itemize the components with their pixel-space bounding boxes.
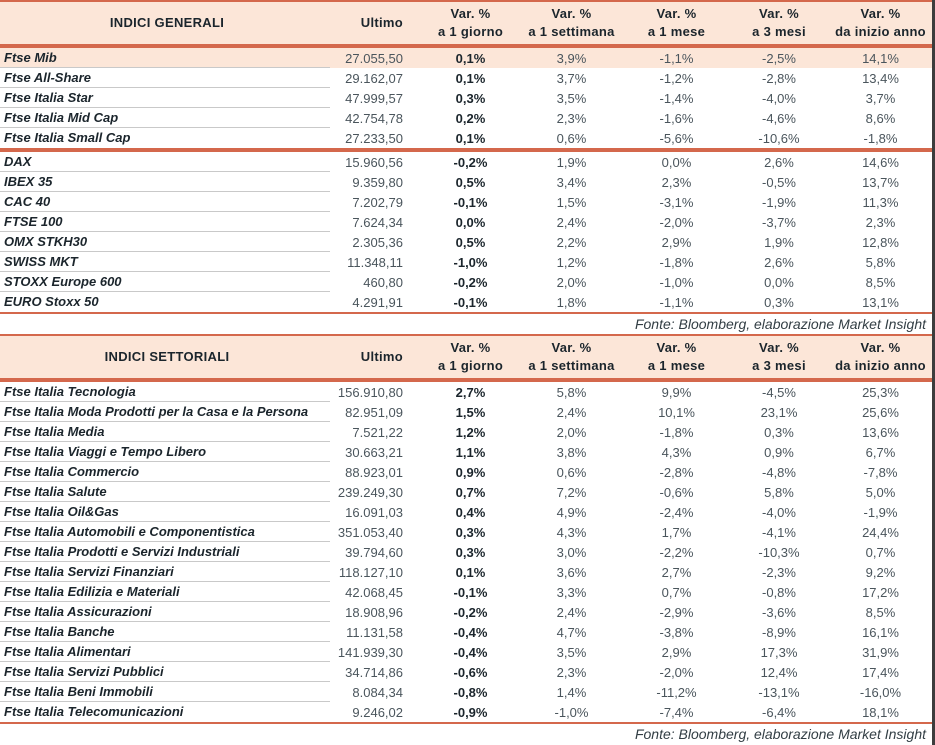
cell-m3: -4,6% — [762, 110, 796, 126]
cell-ytd: 25,3% — [862, 384, 899, 400]
table-title: INDICI SETTORIALI — [104, 349, 230, 364]
cell-d1: 0,2% — [455, 110, 486, 126]
cell-name: Ftse Italia Small Cap — [4, 130, 131, 145]
cell-name: EURO Stoxx 50 — [4, 294, 99, 309]
cell-ytd: 9,2% — [865, 564, 896, 580]
cell-d1: -0,2% — [453, 274, 488, 290]
table-row — [0, 502, 932, 522]
cell-ytd: 17,4% — [862, 664, 899, 680]
cell-w1: 1,8% — [556, 294, 587, 310]
table-row — [0, 602, 932, 622]
cell-ultimo: 18.908,96 — [345, 604, 403, 620]
cell-ultimo: 9.246,02 — [352, 704, 403, 720]
cell-ultimo: 27.055,50 — [345, 50, 403, 66]
col-header-line2: a 3 mesi — [752, 24, 806, 39]
cell-m3: 0,3% — [764, 424, 794, 440]
cell-ultimo: 2.305,36 — [352, 234, 403, 250]
cell-w1: 7,2% — [556, 484, 587, 500]
cell-d1: -0,6% — [453, 664, 488, 680]
table-row — [0, 382, 932, 402]
cell-ultimo: 82.951,09 — [345, 404, 403, 420]
col-header-line2: a 1 giorno — [437, 358, 504, 373]
col-header-line1: Var. % — [551, 6, 592, 21]
cell-m3: -4,1% — [762, 524, 796, 540]
cell-m1: 2,3% — [661, 174, 692, 190]
cell-w1: 3,5% — [556, 90, 587, 106]
cell-ultimo: 15.960,56 — [345, 154, 403, 170]
table-body — [0, 48, 932, 312]
cell-ultimo: 47.999,57 — [345, 90, 403, 106]
cell-name: Ftse Italia Automobili e Componentistica — [0, 522, 330, 542]
cell-d1: 0,3% — [455, 524, 486, 540]
cell-name: Ftse Italia Viaggi e Tempo Libero — [0, 442, 330, 462]
cell-d1: 0,5% — [455, 174, 486, 190]
source-note: Fonte: Bloomberg, elaborazione Market Insight — [0, 724, 932, 744]
cell-m1: -1,8% — [659, 254, 694, 270]
cell-ytd: 14,1% — [862, 50, 899, 66]
cell-ultimo: 39.794,60 — [345, 544, 403, 560]
cell-ultimo: 141.939,30 — [337, 644, 403, 660]
cell-ytd: -1,9% — [863, 504, 898, 520]
cell-d1: 0,7% — [455, 484, 486, 500]
cell-m3: -4,0% — [762, 90, 796, 106]
cell-d1: 0,1% — [455, 130, 486, 146]
table-row — [0, 192, 932, 212]
col-header-line2: da inizio anno — [835, 358, 926, 373]
cell-m1: -1,2% — [659, 70, 694, 86]
cell-ultimo: 351.053,40 — [337, 524, 403, 540]
cell-name: FTSE 100 — [0, 212, 330, 232]
cell-name: Ftse Italia Servizi Finanziari — [0, 562, 330, 582]
cell-name: Ftse Italia Tecnologia — [0, 382, 330, 402]
cell-w1: 2,0% — [556, 274, 587, 290]
cell-name: Ftse Italia Beni Immobili — [0, 682, 330, 702]
table-row — [0, 462, 932, 482]
cell-name: Ftse Italia Oil&Gas — [0, 502, 330, 522]
cell-name: Ftse Italia Servizi Pubblici — [0, 662, 330, 682]
cell-d1: -0,2% — [453, 154, 488, 170]
cell-name: Ftse All-Share — [0, 68, 330, 88]
col-header-ultimo: Ultimo — [360, 15, 403, 30]
cell-ytd: -16,0% — [859, 684, 902, 700]
cell-m3: -1,9% — [762, 194, 796, 210]
cell-ytd: 14,6% — [862, 154, 899, 170]
cell-name: Ftse Italia Assicurazioni — [0, 602, 330, 622]
cell-w1: 0,6% — [556, 130, 587, 146]
cell-m1: -1,4% — [659, 90, 694, 106]
cell-ultimo: 34.714,86 — [345, 664, 403, 680]
cell-m3: 17,3% — [760, 644, 798, 660]
col-header-line1: Var. % — [860, 6, 901, 21]
cell-ytd: 8,6% — [865, 110, 896, 126]
cell-m1: -1,1% — [659, 294, 694, 310]
cell-m3: -2,5% — [762, 50, 796, 66]
cell-m1: -2,4% — [659, 504, 694, 520]
col-header-var-inizio-anno — [829, 5, 932, 41]
cell-m1: 4,3% — [661, 444, 692, 460]
table-row — [0, 68, 932, 88]
col-header-var-1-giorno — [422, 339, 519, 375]
cell-d1: -0,2% — [453, 604, 488, 620]
cell-m1: 0,0% — [661, 154, 692, 170]
cell-ultimo: 7.521,22 — [352, 424, 403, 440]
cell-w1: 2,3% — [556, 664, 587, 680]
cell-m1: 9,9% — [661, 384, 692, 400]
cell-ultimo: 42.068,45 — [345, 584, 403, 600]
cell-ultimo: 239.249,30 — [337, 484, 403, 500]
cell-ytd: 8,5% — [865, 274, 896, 290]
cell-ytd: 5,8% — [865, 254, 896, 270]
cell-d1: -0,1% — [453, 194, 488, 210]
cell-ultimo: 11.131,58 — [346, 624, 403, 640]
cell-m3: 5,8% — [764, 484, 794, 500]
cell-ultimo: 4.291,91 — [352, 294, 403, 310]
cell-name: DAX — [0, 152, 330, 172]
cell-name: SWISS MKT — [0, 252, 330, 272]
cell-d1: 1,1% — [455, 444, 486, 460]
cell-name: CAC 40 — [0, 192, 330, 212]
cell-ultimo: 11.348,11 — [347, 254, 403, 270]
cell-ytd: 13,4% — [862, 70, 899, 86]
col-header-line2: a 1 giorno — [437, 24, 504, 39]
cell-ytd: 17,2% — [862, 584, 899, 600]
cell-ultimo: 460,80 — [363, 274, 403, 290]
cell-m1: -11,2% — [656, 684, 697, 700]
col-header-line1: Var. % — [758, 6, 800, 21]
table-row — [0, 292, 932, 312]
col-header-line2: da inizio anno — [835, 24, 926, 39]
cell-w1: 2,4% — [556, 604, 587, 620]
col-header-var-1-settimana — [519, 5, 624, 41]
cell-name: Ftse Italia Commercio — [0, 462, 330, 482]
cell-d1: 0,3% — [455, 544, 486, 560]
cell-d1: 1,2% — [455, 424, 486, 440]
cell-ultimo: 7.624,34 — [352, 214, 403, 230]
cell-w1: 3,8% — [556, 444, 587, 460]
cell-w1: 2,3% — [556, 110, 587, 126]
cell-d1: 1,5% — [455, 404, 486, 420]
cell-w1: 0,6% — [556, 464, 587, 480]
cell-name: Ftse Italia Prodotti e Servizi Industriali — [0, 542, 330, 562]
table-row — [0, 622, 932, 642]
cell-m1: -3,8% — [659, 624, 694, 640]
col-header-line1: Var. % — [450, 340, 491, 355]
cell-m1: -2,9% — [659, 604, 694, 620]
table-row — [0, 152, 932, 172]
cell-w1: 1,4% — [556, 684, 587, 700]
cell-ultimo: 9.359,80 — [352, 174, 403, 190]
cell-m3: -10,3% — [758, 544, 800, 560]
cell-w1: 5,8% — [556, 384, 587, 400]
cell-w1: 2,4% — [556, 214, 587, 230]
cell-ytd: 31,9% — [862, 644, 899, 660]
cell-m3: -0,5% — [762, 174, 796, 190]
cell-d1: 0,9% — [455, 464, 486, 480]
cell-w1: 4,7% — [556, 624, 587, 640]
col-header-line1: Var. % — [656, 340, 697, 355]
cell-d1: 0,5% — [455, 234, 486, 250]
cell-m3: -2,8% — [762, 70, 796, 86]
cell-d1: 0,1% — [455, 70, 486, 86]
col-header-var-1-giorno — [422, 5, 519, 41]
cell-name: Ftse Italia Mid Cap — [0, 108, 330, 128]
cell-w1: 4,3% — [556, 524, 587, 540]
table-row — [0, 642, 932, 662]
cell-m1: -3,1% — [659, 194, 694, 210]
cell-ytd: 25,6% — [862, 404, 899, 420]
cell-ytd: 8,5% — [865, 604, 896, 620]
cell-m3: 1,9% — [764, 234, 794, 250]
cell-m3: -4,8% — [762, 464, 796, 480]
cell-name: Ftse Italia Telecomunicazioni — [4, 704, 184, 719]
cell-m3: -3,6% — [762, 604, 796, 620]
cell-m3: 23,1% — [760, 404, 798, 420]
cell-ytd: 13,7% — [862, 174, 899, 190]
cell-name: Ftse Italia Edilizia e Materiali — [0, 582, 330, 602]
cell-d1: 2,7% — [455, 384, 486, 400]
table-row — [0, 522, 932, 542]
table-row — [0, 582, 932, 602]
cell-name: STOXX Europe 600 — [0, 272, 330, 292]
col-header-line1: Var. % — [758, 340, 800, 355]
cell-w1: 3,9% — [556, 50, 587, 66]
cell-m1: -7,4% — [659, 704, 694, 720]
cell-m3: -2,3% — [762, 564, 796, 580]
cell-w1: 3,4% — [556, 174, 587, 190]
table-header — [0, 2, 932, 44]
col-header-var-inizio-anno — [829, 339, 932, 375]
cell-m3: -6,4% — [762, 704, 796, 720]
table-row — [0, 542, 932, 562]
cell-m3: 2,6% — [764, 154, 794, 170]
cell-m1: 2,7% — [661, 564, 692, 580]
col-header-ultimo: Ultimo — [360, 349, 403, 364]
col-header-line2: a 1 mese — [647, 24, 706, 39]
cell-m1: -1,8% — [659, 424, 694, 440]
cell-ultimo: 8.084,34 — [352, 684, 403, 700]
cell-ultimo: 156.910,80 — [337, 384, 403, 400]
cell-d1: -0,1% — [453, 294, 488, 310]
cell-ytd: 3,7% — [865, 90, 896, 106]
table-row — [0, 682, 932, 702]
cell-ultimo: 7.202,79 — [352, 194, 403, 210]
col-header-line2: a 3 mesi — [752, 358, 806, 373]
cell-m3: 0,0% — [764, 274, 794, 290]
cell-w1: 1,5% — [556, 194, 587, 210]
cell-w1: -1,0% — [554, 704, 589, 720]
table-header — [0, 336, 932, 378]
cell-d1: -0,1% — [453, 584, 488, 600]
cell-m1: -2,2% — [659, 544, 694, 560]
cell-m3: -3,7% — [762, 214, 796, 230]
cell-m1: -2,8% — [659, 464, 694, 480]
table-row — [0, 272, 932, 292]
cell-m1: -2,0% — [659, 214, 694, 230]
cell-d1: 0,0% — [455, 214, 486, 230]
col-header-var-3-mesi — [729, 5, 829, 41]
cell-w1: 2,2% — [556, 234, 587, 250]
indici-settoriali-table — [0, 334, 932, 744]
cell-ytd: -1,8% — [863, 130, 898, 146]
cell-ytd: 13,1% — [862, 294, 899, 310]
cell-m3: 0,9% — [764, 444, 794, 460]
cell-ytd: 11,3% — [862, 194, 899, 210]
cell-m1: -1,1% — [659, 50, 694, 66]
table-row — [0, 88, 932, 108]
indici-generali-table — [0, 0, 932, 334]
cell-d1: 0,1% — [455, 564, 486, 580]
cell-ytd: -7,8% — [863, 464, 898, 480]
cell-ytd: 5,0% — [865, 484, 896, 500]
cell-w1: 3,3% — [556, 584, 587, 600]
cell-ytd: 6,7% — [865, 444, 896, 460]
table-row — [0, 422, 932, 442]
cell-m3: 2,6% — [764, 254, 794, 270]
cell-m1: -1,0% — [659, 274, 694, 290]
cell-m3: 12,4% — [760, 664, 798, 680]
cell-m3: -8,9% — [762, 624, 796, 640]
cell-ytd: 13,6% — [862, 424, 899, 440]
cell-m1: 10,1% — [658, 404, 695, 420]
cell-m1: 2,9% — [661, 234, 692, 250]
cell-ytd: 24,4% — [862, 524, 899, 540]
cell-m3: -10,6% — [758, 130, 800, 146]
table-title: INDICI GENERALI — [109, 15, 225, 30]
table-row — [0, 482, 932, 502]
col-header-var-3-mesi — [729, 339, 829, 375]
cell-name: Ftse Italia Banche — [0, 622, 330, 642]
cell-m3: -0,8% — [762, 584, 796, 600]
col-header-var-1-mese — [624, 339, 729, 375]
col-header-line1: Var. % — [450, 6, 491, 21]
cell-ultimo: 88.923,01 — [345, 464, 403, 480]
cell-d1: 0,3% — [455, 90, 486, 106]
cell-d1: -0,9% — [453, 704, 488, 720]
cell-m1: 1,7% — [661, 524, 692, 540]
cell-m3: 0,3% — [764, 294, 794, 310]
cell-w1: 2,4% — [556, 404, 587, 420]
col-header-var-1-settimana — [519, 339, 624, 375]
table-row — [0, 108, 932, 128]
table-row — [0, 562, 932, 582]
table-row — [0, 128, 932, 148]
cell-ytd: 18,1% — [862, 704, 899, 720]
table-row — [0, 212, 932, 232]
table-row — [0, 172, 932, 192]
cell-name: Ftse Italia Media — [0, 422, 330, 442]
cell-w1: 3,5% — [556, 644, 587, 660]
cell-name: Ftse Italia Salute — [0, 482, 330, 502]
cell-d1: -0,4% — [453, 644, 488, 660]
table-row — [0, 702, 932, 722]
col-header-line1: Var. % — [656, 6, 697, 21]
cell-ytd: 2,3% — [865, 214, 896, 230]
cell-ultimo: 118.127,10 — [338, 564, 403, 580]
cell-w1: 3,0% — [556, 544, 587, 560]
cell-m1: -5,6% — [659, 130, 694, 146]
cell-w1: 4,9% — [556, 504, 587, 520]
cell-name: OMX STKH30 — [0, 232, 330, 252]
cell-w1: 3,7% — [556, 70, 587, 86]
cell-m3: -4,5% — [762, 384, 796, 400]
cell-m1: -0,6% — [659, 484, 694, 500]
cell-ytd: 16,1% — [862, 624, 899, 640]
cell-m1: -2,0% — [659, 664, 694, 680]
cell-ultimo: 30.663,21 — [345, 444, 403, 460]
cell-ultimo: 16.091,03 — [345, 504, 403, 520]
cell-ultimo: 29.162,07 — [345, 70, 403, 86]
cell-w1: 1,2% — [556, 254, 587, 270]
table-row — [0, 442, 932, 462]
cell-d1: -1,0% — [453, 254, 488, 270]
cell-d1: 0,1% — [455, 50, 486, 66]
cell-d1: 0,4% — [455, 504, 486, 520]
cell-name: IBEX 35 — [0, 172, 330, 192]
cell-m1: -1,6% — [659, 110, 694, 126]
cell-name: Ftse Italia Alimentari — [0, 642, 330, 662]
cell-name: Ftse Mib — [0, 48, 330, 68]
col-header-line2: a 1 mese — [647, 358, 706, 373]
cell-m3: -13,1% — [758, 684, 800, 700]
table-row — [0, 252, 932, 272]
cell-d1: -0,8% — [453, 684, 488, 700]
table-row — [0, 48, 932, 68]
table-row — [0, 402, 932, 422]
table-body — [0, 382, 932, 722]
col-header-line2: a 1 settimana — [528, 24, 615, 39]
table-row — [0, 662, 932, 682]
cell-d1: -0,4% — [453, 624, 488, 640]
cell-ultimo: 27.233,50 — [345, 130, 403, 146]
source-note: Fonte: Bloomberg, elaborazione Market Insight — [0, 314, 932, 334]
cell-w1: 2,0% — [556, 424, 587, 440]
cell-m1: 2,9% — [661, 644, 692, 660]
cell-ytd: 0,7% — [865, 544, 896, 560]
cell-name: Ftse Italia Star — [0, 88, 330, 108]
col-header-line1: Var. % — [551, 340, 592, 355]
col-header-var-1-mese — [624, 5, 729, 41]
cell-w1: 3,6% — [556, 564, 587, 580]
table-row — [0, 232, 932, 252]
cell-name: Ftse Italia Moda Prodotti per la Casa e la Persona — [0, 402, 330, 422]
cell-ultimo: 42.754,78 — [345, 110, 403, 126]
cell-m3: -4,0% — [762, 504, 796, 520]
col-header-line1: Var. % — [860, 340, 901, 355]
col-header-line2: a 1 settimana — [528, 358, 615, 373]
cell-ytd: 12,8% — [862, 234, 899, 250]
cell-m1: 0,7% — [661, 584, 692, 600]
cell-w1: 1,9% — [556, 154, 587, 170]
